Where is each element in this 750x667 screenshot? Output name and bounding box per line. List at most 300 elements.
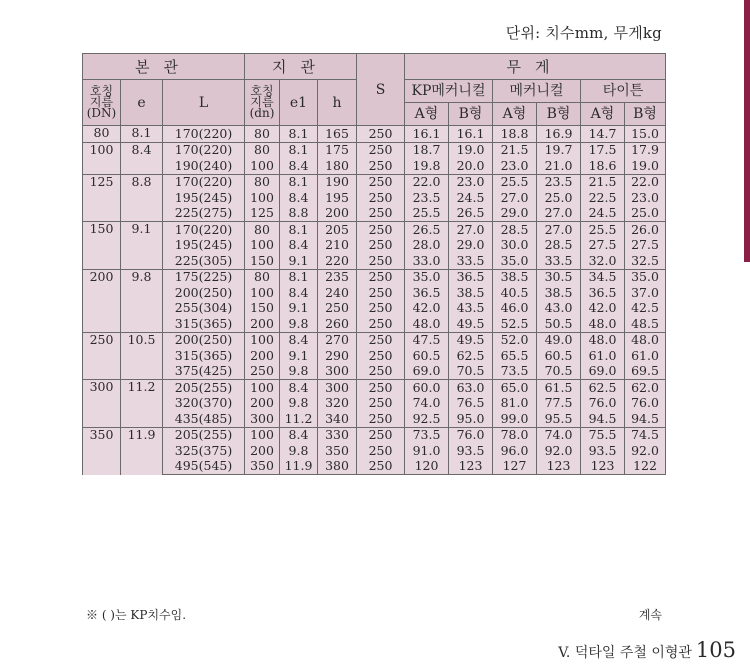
table-cell: 52.0 (493, 332, 537, 348)
table-cell: 26.0 (625, 222, 666, 238)
table-cell: 16.1 (449, 126, 493, 143)
table-row (83, 158, 666, 174)
table-cell: 52.5 (493, 316, 537, 332)
e-cell: 8.1 (121, 126, 163, 143)
table-cell: 22.0 (405, 174, 449, 190)
table-cell: 300 (318, 364, 357, 380)
table-cell: 24.5 (449, 190, 493, 206)
table-row (83, 126, 666, 143)
table-cell: 350 (318, 443, 357, 459)
table-cell: 170(220) (163, 142, 245, 158)
continued-label: 계속 (638, 608, 662, 622)
table-cell: 35.0 (493, 253, 537, 269)
page-footer (558, 638, 736, 662)
table-cell: 16.9 (537, 126, 581, 143)
table-cell: 9.8 (280, 364, 318, 380)
table-cell: 49.0 (537, 332, 581, 348)
table-cell: 35.0 (405, 269, 449, 285)
table-cell: 250 (357, 301, 405, 317)
table-row (83, 206, 666, 222)
table-cell: 8.8 (280, 206, 318, 222)
tyton-type-b-header: B형 (625, 103, 666, 126)
table-cell: 80 (245, 126, 280, 143)
table-row (83, 142, 666, 158)
table-cell: 8.4 (280, 332, 318, 348)
table-cell: 48.0 (581, 316, 625, 332)
table-cell: 73.5 (405, 427, 449, 443)
table-cell: 205(255) (163, 427, 245, 443)
e-cell: 9.1 (121, 222, 163, 270)
table-cell: 120 (405, 459, 449, 475)
table-row (83, 316, 666, 332)
e1-header: e1 (280, 80, 318, 126)
table-cell: 27.0 (493, 190, 537, 206)
table-cell: 74.5 (625, 427, 666, 443)
mech-type-a-header: A형 (493, 103, 537, 126)
table-row (83, 364, 666, 380)
table-cell: 9.8 (280, 443, 318, 459)
table-cell: 22.0 (625, 174, 666, 190)
tyton-type-a-header: A형 (581, 103, 625, 126)
table-cell: 63.0 (449, 380, 493, 396)
table-cell: 170(220) (163, 126, 245, 143)
table-cell: 320 (318, 396, 357, 412)
table-cell: 250 (357, 285, 405, 301)
e-cell: 10.5 (121, 332, 163, 380)
table-cell: 25.0 (537, 190, 581, 206)
l-header: L (163, 80, 245, 126)
table-cell: 8.1 (280, 142, 318, 158)
table-cell: 91.0 (405, 443, 449, 459)
tyton-header: 타이튼 (581, 80, 666, 103)
table-cell: 21.0 (537, 158, 581, 174)
table-cell: 250 (357, 238, 405, 254)
e-cell: 8.8 (121, 174, 163, 222)
nominal-diameter-cell: 80 (83, 126, 121, 143)
table-cell: 250 (357, 427, 405, 443)
table-cell: 8.1 (280, 222, 318, 238)
table-cell: 21.5 (493, 142, 537, 158)
table-cell: 26.5 (405, 222, 449, 238)
table-cell: 8.4 (280, 190, 318, 206)
table-cell: 100 (245, 238, 280, 254)
table-cell: 60.0 (405, 380, 449, 396)
table-cell: 270 (318, 332, 357, 348)
table-cell: 80 (245, 222, 280, 238)
table-cell: 8.1 (280, 126, 318, 143)
table-cell: 74.0 (405, 396, 449, 412)
table-cell: 340 (318, 411, 357, 427)
table-cell: 62.0 (625, 380, 666, 396)
table-cell: 250 (357, 396, 405, 412)
nominal-diameter-cell: 300 (83, 380, 121, 428)
table-cell: 25.5 (405, 206, 449, 222)
table-cell: 150 (245, 253, 280, 269)
table-cell: 250 (357, 316, 405, 332)
table-cell: 250 (357, 443, 405, 459)
table-cell: 20.0 (449, 158, 493, 174)
table-row (83, 285, 666, 301)
table-cell: 200(250) (163, 332, 245, 348)
table-cell: 30.0 (493, 238, 537, 254)
table-cell: 46.0 (493, 301, 537, 317)
table-cell: 35.0 (625, 269, 666, 285)
table-cell: 350 (245, 459, 280, 475)
table-cell: 220 (318, 253, 357, 269)
table-cell: 38.5 (537, 285, 581, 301)
table-cell: 76.0 (625, 396, 666, 412)
table-cell: 36.5 (581, 285, 625, 301)
table-row (83, 443, 666, 459)
table-cell: 17.5 (581, 142, 625, 158)
table-cell: 74.0 (537, 427, 581, 443)
table-cell: 92.0 (625, 443, 666, 459)
table-cell: 60.5 (537, 348, 581, 364)
table-cell: 260 (318, 316, 357, 332)
table-cell: 99.0 (493, 411, 537, 427)
table-cell: 25.5 (581, 222, 625, 238)
table-row (83, 222, 666, 238)
footnote: ※ ( )는 KP치수임. (86, 608, 187, 622)
table-cell: 8.1 (280, 174, 318, 190)
table-cell: 250 (357, 348, 405, 364)
table-cell: 11.2 (280, 411, 318, 427)
table-cell: 32.0 (581, 253, 625, 269)
table-cell: 180 (318, 158, 357, 174)
table-cell: 40.5 (493, 285, 537, 301)
table-cell: 80 (245, 174, 280, 190)
table-cell: 9.1 (280, 253, 318, 269)
table-cell: 17.9 (625, 142, 666, 158)
chapter-tab-bar (744, 0, 750, 262)
table-cell: 28.0 (405, 238, 449, 254)
table-cell: 250 (357, 269, 405, 285)
table-cell: 76.0 (581, 396, 625, 412)
table-cell: 250 (357, 222, 405, 238)
table-cell: 69.5 (625, 364, 666, 380)
table-cell: 250 (357, 190, 405, 206)
table-cell: 80 (245, 269, 280, 285)
mech-type-b-header: B형 (537, 103, 581, 126)
table-cell: 76.5 (449, 396, 493, 412)
table-cell: 75.5 (581, 427, 625, 443)
table-row (83, 332, 666, 348)
table-cell: 33.5 (537, 253, 581, 269)
table-cell: 290 (318, 348, 357, 364)
table-cell: 195 (318, 190, 357, 206)
table-cell: 100 (245, 285, 280, 301)
table-cell: 195(245) (163, 238, 245, 254)
table-cell: 123 (537, 459, 581, 475)
table-cell: 43.0 (537, 301, 581, 317)
table-cell: 70.5 (537, 364, 581, 380)
table-cell: 18.7 (405, 142, 449, 158)
table-cell: 250 (357, 364, 405, 380)
table-cell: 19.7 (537, 142, 581, 158)
table-cell: 95.5 (537, 411, 581, 427)
table-cell: 26.5 (449, 206, 493, 222)
table-cell: 250 (357, 380, 405, 396)
table-cell: 175(225) (163, 269, 245, 285)
table-cell: 175 (318, 142, 357, 158)
table-cell: 33.0 (405, 253, 449, 269)
table-cell: 37.0 (625, 285, 666, 301)
branch-pipe-header: 지관 (245, 54, 357, 80)
table-cell: 170(220) (163, 174, 245, 190)
table-cell: 92.0 (537, 443, 581, 459)
table-cell: 250 (357, 142, 405, 158)
table-cell: 195(245) (163, 190, 245, 206)
table-row (83, 411, 666, 427)
table-cell: 22.5 (581, 190, 625, 206)
table-cell: 250 (357, 411, 405, 427)
table-cell: 300 (245, 411, 280, 427)
table-cell: 9.8 (280, 316, 318, 332)
table-cell: 165 (318, 126, 357, 143)
dn-branch-header: 호칭 지름 (dn) (245, 80, 280, 126)
table-cell: 100 (245, 332, 280, 348)
page-number: 105 (695, 638, 736, 662)
table-cell: 200(250) (163, 285, 245, 301)
table-cell: 210 (318, 238, 357, 254)
table-cell: 205 (318, 222, 357, 238)
table-cell: 36.5 (449, 269, 493, 285)
table-cell: 250 (357, 253, 405, 269)
table-cell: 235 (318, 269, 357, 285)
table-cell: 27.0 (537, 206, 581, 222)
table-cell: 330 (318, 427, 357, 443)
table-cell: 49.5 (449, 332, 493, 348)
table-cell: 21.5 (581, 174, 625, 190)
table-cell: 9.1 (280, 301, 318, 317)
table-cell: 28.5 (493, 222, 537, 238)
fitting-spec-table (82, 53, 666, 475)
table-row (83, 348, 666, 364)
table-body (83, 126, 666, 475)
table-row (83, 301, 666, 317)
table-cell: 8.4 (280, 285, 318, 301)
table-cell: 48.0 (405, 316, 449, 332)
table-cell: 14.7 (581, 126, 625, 143)
table-cell: 25.5 (493, 174, 537, 190)
table-cell: 125 (245, 206, 280, 222)
table-cell: 123 (449, 459, 493, 475)
table-cell: 47.5 (405, 332, 449, 348)
table-cell: 435(485) (163, 411, 245, 427)
table-cell: 190 (318, 174, 357, 190)
table-cell: 76.0 (449, 427, 493, 443)
table-cell: 19.0 (625, 158, 666, 174)
table-cell: 25.0 (625, 206, 666, 222)
e-header: e (121, 80, 163, 126)
table-row (83, 396, 666, 412)
table-cell: 65.5 (493, 348, 537, 364)
h-header: h (318, 80, 357, 126)
kp-type-a-header: A형 (405, 103, 449, 126)
table-cell: 34.5 (581, 269, 625, 285)
table-cell: 320(370) (163, 396, 245, 412)
table-cell: 23.0 (449, 174, 493, 190)
table-row (83, 380, 666, 396)
table-cell: 9.1 (280, 348, 318, 364)
table-cell: 61.5 (537, 380, 581, 396)
table-cell: 255(304) (163, 301, 245, 317)
table-cell: 8.4 (280, 158, 318, 174)
table-cell: 200 (245, 348, 280, 364)
table-cell: 94.5 (581, 411, 625, 427)
table-cell: 23.0 (493, 158, 537, 174)
table-cell: 150 (245, 301, 280, 317)
table-cell: 127 (493, 459, 537, 475)
kp-type-b-header: B형 (449, 103, 493, 126)
table-cell: 11.9 (280, 459, 318, 475)
table-row (83, 427, 666, 443)
table-cell: 250 (357, 459, 405, 475)
table-cell: 325(375) (163, 443, 245, 459)
main-pipe-header: 본관 (83, 54, 245, 80)
table-cell: 60.5 (405, 348, 449, 364)
table-cell: 495(545) (163, 459, 245, 475)
e-cell: 11.2 (121, 380, 163, 428)
table-cell: 250 (245, 364, 280, 380)
nominal-diameter-cell: 350 (83, 427, 121, 475)
table-cell: 32.5 (625, 253, 666, 269)
table-cell: 24.5 (581, 206, 625, 222)
table-cell: 23.5 (405, 190, 449, 206)
table-cell: 122 (625, 459, 666, 475)
table-cell: 8.4 (280, 238, 318, 254)
table-cell: 315(365) (163, 348, 245, 364)
table-cell: 250 (357, 206, 405, 222)
table-cell: 100 (245, 380, 280, 396)
table-cell: 15.0 (625, 126, 666, 143)
table-cell: 78.0 (493, 427, 537, 443)
table-cell: 190(240) (163, 158, 245, 174)
table-cell: 300 (318, 380, 357, 396)
table-cell: 62.5 (581, 380, 625, 396)
table-cell: 250 (357, 332, 405, 348)
nominal-diameter-cell: 200 (83, 269, 121, 332)
table-cell: 69.0 (405, 364, 449, 380)
s-header: S (357, 54, 405, 126)
table-cell: 100 (245, 158, 280, 174)
table-cell: 225(305) (163, 253, 245, 269)
table-cell: 27.5 (625, 238, 666, 254)
table-cell: 38.5 (449, 285, 493, 301)
table-cell: 19.0 (449, 142, 493, 158)
table-cell: 123 (581, 459, 625, 475)
table-cell: 95.0 (449, 411, 493, 427)
table-cell: 96.0 (493, 443, 537, 459)
table-cell: 93.5 (581, 443, 625, 459)
table-row (83, 190, 666, 206)
table-row (83, 459, 666, 475)
table-cell: 18.6 (581, 158, 625, 174)
table-cell: 36.5 (405, 285, 449, 301)
table-cell: 30.5 (537, 269, 581, 285)
table-cell: 93.5 (449, 443, 493, 459)
table-cell: 50.5 (537, 316, 581, 332)
weight-header: 무게 (405, 54, 666, 80)
unit-label: 단위: 치수mm, 무게kg (505, 24, 662, 42)
table-cell: 100 (245, 427, 280, 443)
table-cell: 38.5 (493, 269, 537, 285)
table-cell: 16.1 (405, 126, 449, 143)
table-cell: 315(365) (163, 316, 245, 332)
chapter-title: V. 덕타일 주철 이형관 (558, 645, 692, 661)
table-cell: 200 (318, 206, 357, 222)
table-cell: 28.5 (537, 238, 581, 254)
table-row (83, 253, 666, 269)
table-cell: 375(425) (163, 364, 245, 380)
table-cell: 65.0 (493, 380, 537, 396)
table-cell: 77.5 (537, 396, 581, 412)
table-row (83, 238, 666, 254)
table-cell: 62.5 (449, 348, 493, 364)
table-cell: 80 (245, 142, 280, 158)
table-cell: 94.5 (625, 411, 666, 427)
table-cell: 19.8 (405, 158, 449, 174)
table-cell: 8.4 (280, 380, 318, 396)
table-cell: 27.0 (449, 222, 493, 238)
mechanical-header: 메커니컬 (493, 80, 581, 103)
nominal-diameter-cell: 125 (83, 174, 121, 222)
e-cell: 8.4 (121, 142, 163, 174)
table-cell: 9.8 (280, 396, 318, 412)
table-cell: 33.5 (449, 253, 493, 269)
table-cell: 61.0 (581, 348, 625, 364)
table-cell: 42.5 (625, 301, 666, 317)
table-cell: 42.0 (581, 301, 625, 317)
table-cell: 200 (245, 396, 280, 412)
table-cell: 8.1 (280, 269, 318, 285)
nominal-diameter-cell: 150 (83, 222, 121, 270)
table-cell: 42.0 (405, 301, 449, 317)
kp-mechanical-header: KP메커니컬 (405, 80, 493, 103)
table-cell: 29.0 (493, 206, 537, 222)
table-cell: 23.5 (537, 174, 581, 190)
table-cell: 250 (318, 301, 357, 317)
table-cell: 250 (357, 158, 405, 174)
table-cell: 380 (318, 459, 357, 475)
dn-header: 호칭 지름 (DN) (83, 80, 121, 126)
e-cell: 9.8 (121, 269, 163, 332)
table-cell: 29.0 (449, 238, 493, 254)
table-cell: 27.0 (537, 222, 581, 238)
table-row (83, 269, 666, 285)
table-cell: 81.0 (493, 396, 537, 412)
table-cell: 225(275) (163, 206, 245, 222)
table-cell: 18.8 (493, 126, 537, 143)
table-cell: 100 (245, 190, 280, 206)
table-cell: 27.5 (581, 238, 625, 254)
table-cell: 48.0 (581, 332, 625, 348)
e-cell: 11.9 (121, 427, 163, 475)
table-cell: 48.0 (625, 332, 666, 348)
table-cell: 92.5 (405, 411, 449, 427)
table-cell: 240 (318, 285, 357, 301)
table-cell: 61.0 (625, 348, 666, 364)
nominal-diameter-cell: 100 (83, 142, 121, 174)
table-cell: 205(255) (163, 380, 245, 396)
table-cell: 250 (357, 174, 405, 190)
table-cell: 250 (357, 126, 405, 143)
table-cell: 200 (245, 443, 280, 459)
table-cell: 70.5 (449, 364, 493, 380)
table-cell: 170(220) (163, 222, 245, 238)
table-row (83, 174, 666, 190)
table-cell: 73.5 (493, 364, 537, 380)
